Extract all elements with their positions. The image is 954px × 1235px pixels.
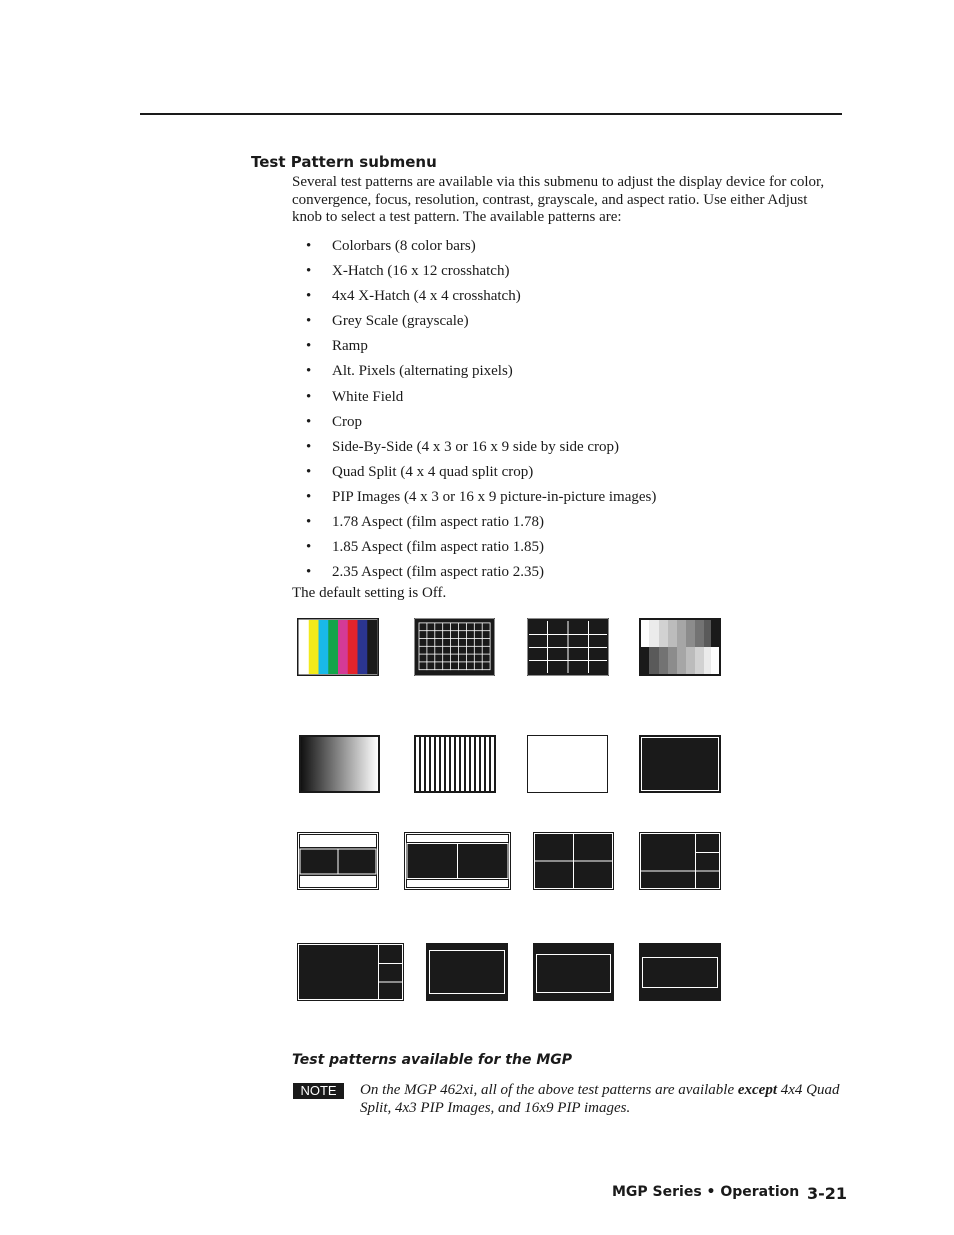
side-by-side-4x3-pattern [297,832,379,890]
list-item: • Side-By-Side (4 x 3 or 16 x 9 side by side crop) [292,436,656,461]
colorbars-pattern [297,618,379,676]
list-item: • Ramp [292,335,656,360]
note-badge: NOTE [293,1083,344,1099]
ramp-pattern [299,735,380,793]
list-item: • 1.85 Aspect (film aspect ratio 1.85) [292,536,656,561]
note-text-emphasis: except [737,1082,777,1098]
list-item: • 1.78 Aspect (film aspect ratio 1.78) [292,511,656,536]
default-setting-text: The default setting is Off. [292,585,447,601]
alt-pixels-pattern [414,735,496,793]
page-number: 3-21 [807,1184,848,1203]
color-bar [348,620,358,674]
quad-split-pattern [533,832,614,890]
list-item: • PIP Images (4 x 3 or 16 x 9 picture-in-picture images) [292,486,656,511]
list-item: • Colorbars (8 color bars) [292,235,656,260]
list-item: • 2.35 Aspect (film aspect ratio 2.35) [292,561,656,586]
side-by-side-16x9-pattern [404,832,511,890]
aspect-178-pattern [426,943,508,1001]
grey-scale-pattern [639,618,721,676]
white-field-pattern [527,735,608,793]
color-bar [367,620,377,674]
header-rule [140,113,842,115]
list-item: • X-Hatch (16 x 12 crosshatch) [292,260,656,285]
note-text-start: On the MGP 462xi, all of the above test patterns are available [360,1082,738,1098]
pattern-list [292,235,656,586]
color-bar [328,620,338,674]
list-item: • Alt. Pixels (alternating pixels) [292,360,656,385]
xhatch-pattern [414,618,495,676]
note-text-end: 4x4 Quad Split, 4x3 PIP Images, and 16x9 PIP images. [360,1082,840,1116]
crop-pattern [639,735,721,793]
footer-title: MGP Series • Operation [612,1184,800,1200]
4x4-xhatch-pattern [527,618,609,676]
color-bar [299,620,309,674]
pip-16x9-pattern [297,943,404,1001]
list-item: • 4x4 X-Hatch (4 x 4 crosshatch) [292,285,656,310]
list-item: • White Field [292,386,656,411]
color-bar [319,620,329,674]
list-item: • Quad Split (4 x 4 quad split crop) [292,461,656,486]
color-bar [309,620,319,674]
list-item: • Grey Scale (grayscale) [292,310,656,335]
section-heading: Test Pattern submenu [251,153,437,171]
figure-caption: Test patterns available for the MGP [292,1052,573,1068]
pip-4x3-pattern [639,832,721,890]
list-item: • Crop [292,411,656,436]
note-text [360,1082,845,1117]
color-bar [338,620,348,674]
aspect-235-pattern [639,943,721,1001]
color-bar [358,620,368,674]
intro-paragraph: Several test patterns are available via this submenu to adjust the display device for color, convergence, focus, resolution, contrast, grayscale, and aspect ratio. Use either Adjust knob to select a test pattern. The available patterns are: [292,174,825,225]
aspect-185-pattern [533,943,614,1001]
